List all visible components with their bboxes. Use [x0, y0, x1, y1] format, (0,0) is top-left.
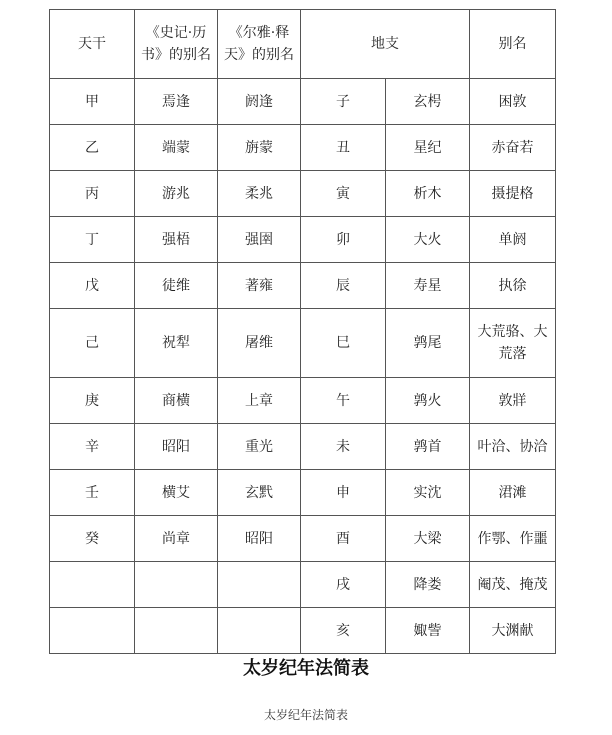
- cell-star: 鹑首: [386, 424, 470, 470]
- cell-shiji: 强梧: [135, 217, 218, 263]
- image-caption: 太岁纪年法简表: [263, 708, 348, 722]
- cell-dizhi: 卯: [301, 217, 386, 263]
- cell-tiangan: 辛: [50, 424, 135, 470]
- cell-dizhi: 戌: [301, 562, 386, 608]
- table-row: [50, 309, 556, 378]
- cell-tiangan: 戊: [50, 263, 135, 309]
- cell-dizhi: 丑: [301, 125, 386, 171]
- taisui-table: [49, 9, 556, 654]
- header-erya: 《尔雅·释天》的别名: [218, 10, 301, 79]
- table-title: 太岁纪年法简表: [243, 658, 369, 679]
- cell-bieming: 大荒骆、大荒落: [470, 309, 556, 378]
- cell-shiji: 横艾: [135, 470, 218, 516]
- cell-star: 大梁: [386, 516, 470, 562]
- cell-erya: [218, 562, 301, 608]
- table-header-row: [50, 10, 556, 79]
- cell-shiji: [135, 608, 218, 654]
- header-tiangan: 天干: [50, 10, 135, 79]
- cell-dizhi: 未: [301, 424, 386, 470]
- table-row: [50, 263, 556, 309]
- cell-bieming: 大渊献: [470, 608, 556, 654]
- header-shiji: 《史记·历书》的别名: [135, 10, 218, 79]
- cell-bieming: 执徐: [470, 263, 556, 309]
- cell-bieming: 叶洽、协洽: [470, 424, 556, 470]
- cell-erya: 昭阳: [218, 516, 301, 562]
- cell-star: 玄枵: [386, 79, 470, 125]
- cell-dizhi: 午: [301, 378, 386, 424]
- cell-erya: 上章: [218, 378, 301, 424]
- cell-star: 星纪: [386, 125, 470, 171]
- cell-shiji: 游兆: [135, 171, 218, 217]
- cell-erya: 柔兆: [218, 171, 301, 217]
- cell-tiangan: 甲: [50, 79, 135, 125]
- cell-shiji: 祝犁: [135, 309, 218, 378]
- cell-dizhi: 寅: [301, 171, 386, 217]
- cell-erya: 旃蒙: [218, 125, 301, 171]
- cell-shiji: 昭阳: [135, 424, 218, 470]
- cell-dizhi: 巳: [301, 309, 386, 378]
- header-bieming: 别名: [470, 10, 556, 79]
- cell-dizhi: 亥: [301, 608, 386, 654]
- cell-shiji: 尚章: [135, 516, 218, 562]
- cell-bieming: 困敦: [470, 79, 556, 125]
- cell-erya: 玄黓: [218, 470, 301, 516]
- cell-tiangan: 丁: [50, 217, 135, 263]
- header-dizhi: 地支: [301, 10, 470, 79]
- cell-erya: 强圉: [218, 217, 301, 263]
- cell-bieming: 单阏: [470, 217, 556, 263]
- cell-tiangan: [50, 562, 135, 608]
- table-row: [50, 79, 556, 125]
- cell-tiangan: 壬: [50, 470, 135, 516]
- cell-dizhi: 辰: [301, 263, 386, 309]
- cell-star: 鹑尾: [386, 309, 470, 378]
- table-row: [50, 378, 556, 424]
- cell-tiangan: 庚: [50, 378, 135, 424]
- cell-tiangan: 癸: [50, 516, 135, 562]
- cell-erya: 重光: [218, 424, 301, 470]
- cell-bieming: 敦牂: [470, 378, 556, 424]
- table-row: [50, 217, 556, 263]
- cell-star: 降娄: [386, 562, 470, 608]
- cell-shiji: 焉逢: [135, 79, 218, 125]
- cell-bieming: 赤奋若: [470, 125, 556, 171]
- cell-erya: 著雍: [218, 263, 301, 309]
- cell-erya: [218, 608, 301, 654]
- cell-shiji: [135, 562, 218, 608]
- cell-bieming: 作鄂、作噩: [470, 516, 556, 562]
- cell-shiji: 端蒙: [135, 125, 218, 171]
- cell-star: 析木: [386, 171, 470, 217]
- cell-dizhi: 酉: [301, 516, 386, 562]
- cell-star: 实沈: [386, 470, 470, 516]
- table-row: [50, 562, 556, 608]
- cell-dizhi: 子: [301, 79, 386, 125]
- table-row: [50, 125, 556, 171]
- cell-shiji: 徒维: [135, 263, 218, 309]
- table-row: [50, 171, 556, 217]
- cell-tiangan: 乙: [50, 125, 135, 171]
- cell-shiji: 商横: [135, 378, 218, 424]
- cell-star: 大火: [386, 217, 470, 263]
- cell-tiangan: 己: [50, 309, 135, 378]
- table-row: [50, 608, 556, 654]
- table-row: [50, 470, 556, 516]
- table-row: [50, 424, 556, 470]
- cell-star: 寿星: [386, 263, 470, 309]
- cell-star: 娵訾: [386, 608, 470, 654]
- cell-star: 鹑火: [386, 378, 470, 424]
- cell-bieming: 阉茂、掩茂: [470, 562, 556, 608]
- cell-tiangan: [50, 608, 135, 654]
- cell-erya: 屠维: [218, 309, 301, 378]
- cell-tiangan: 丙: [50, 171, 135, 217]
- cell-bieming: 涒滩: [470, 470, 556, 516]
- cell-erya: 阏逢: [218, 79, 301, 125]
- cell-dizhi: 申: [301, 470, 386, 516]
- cell-bieming: 摄提格: [470, 171, 556, 217]
- table-row: [50, 516, 556, 562]
